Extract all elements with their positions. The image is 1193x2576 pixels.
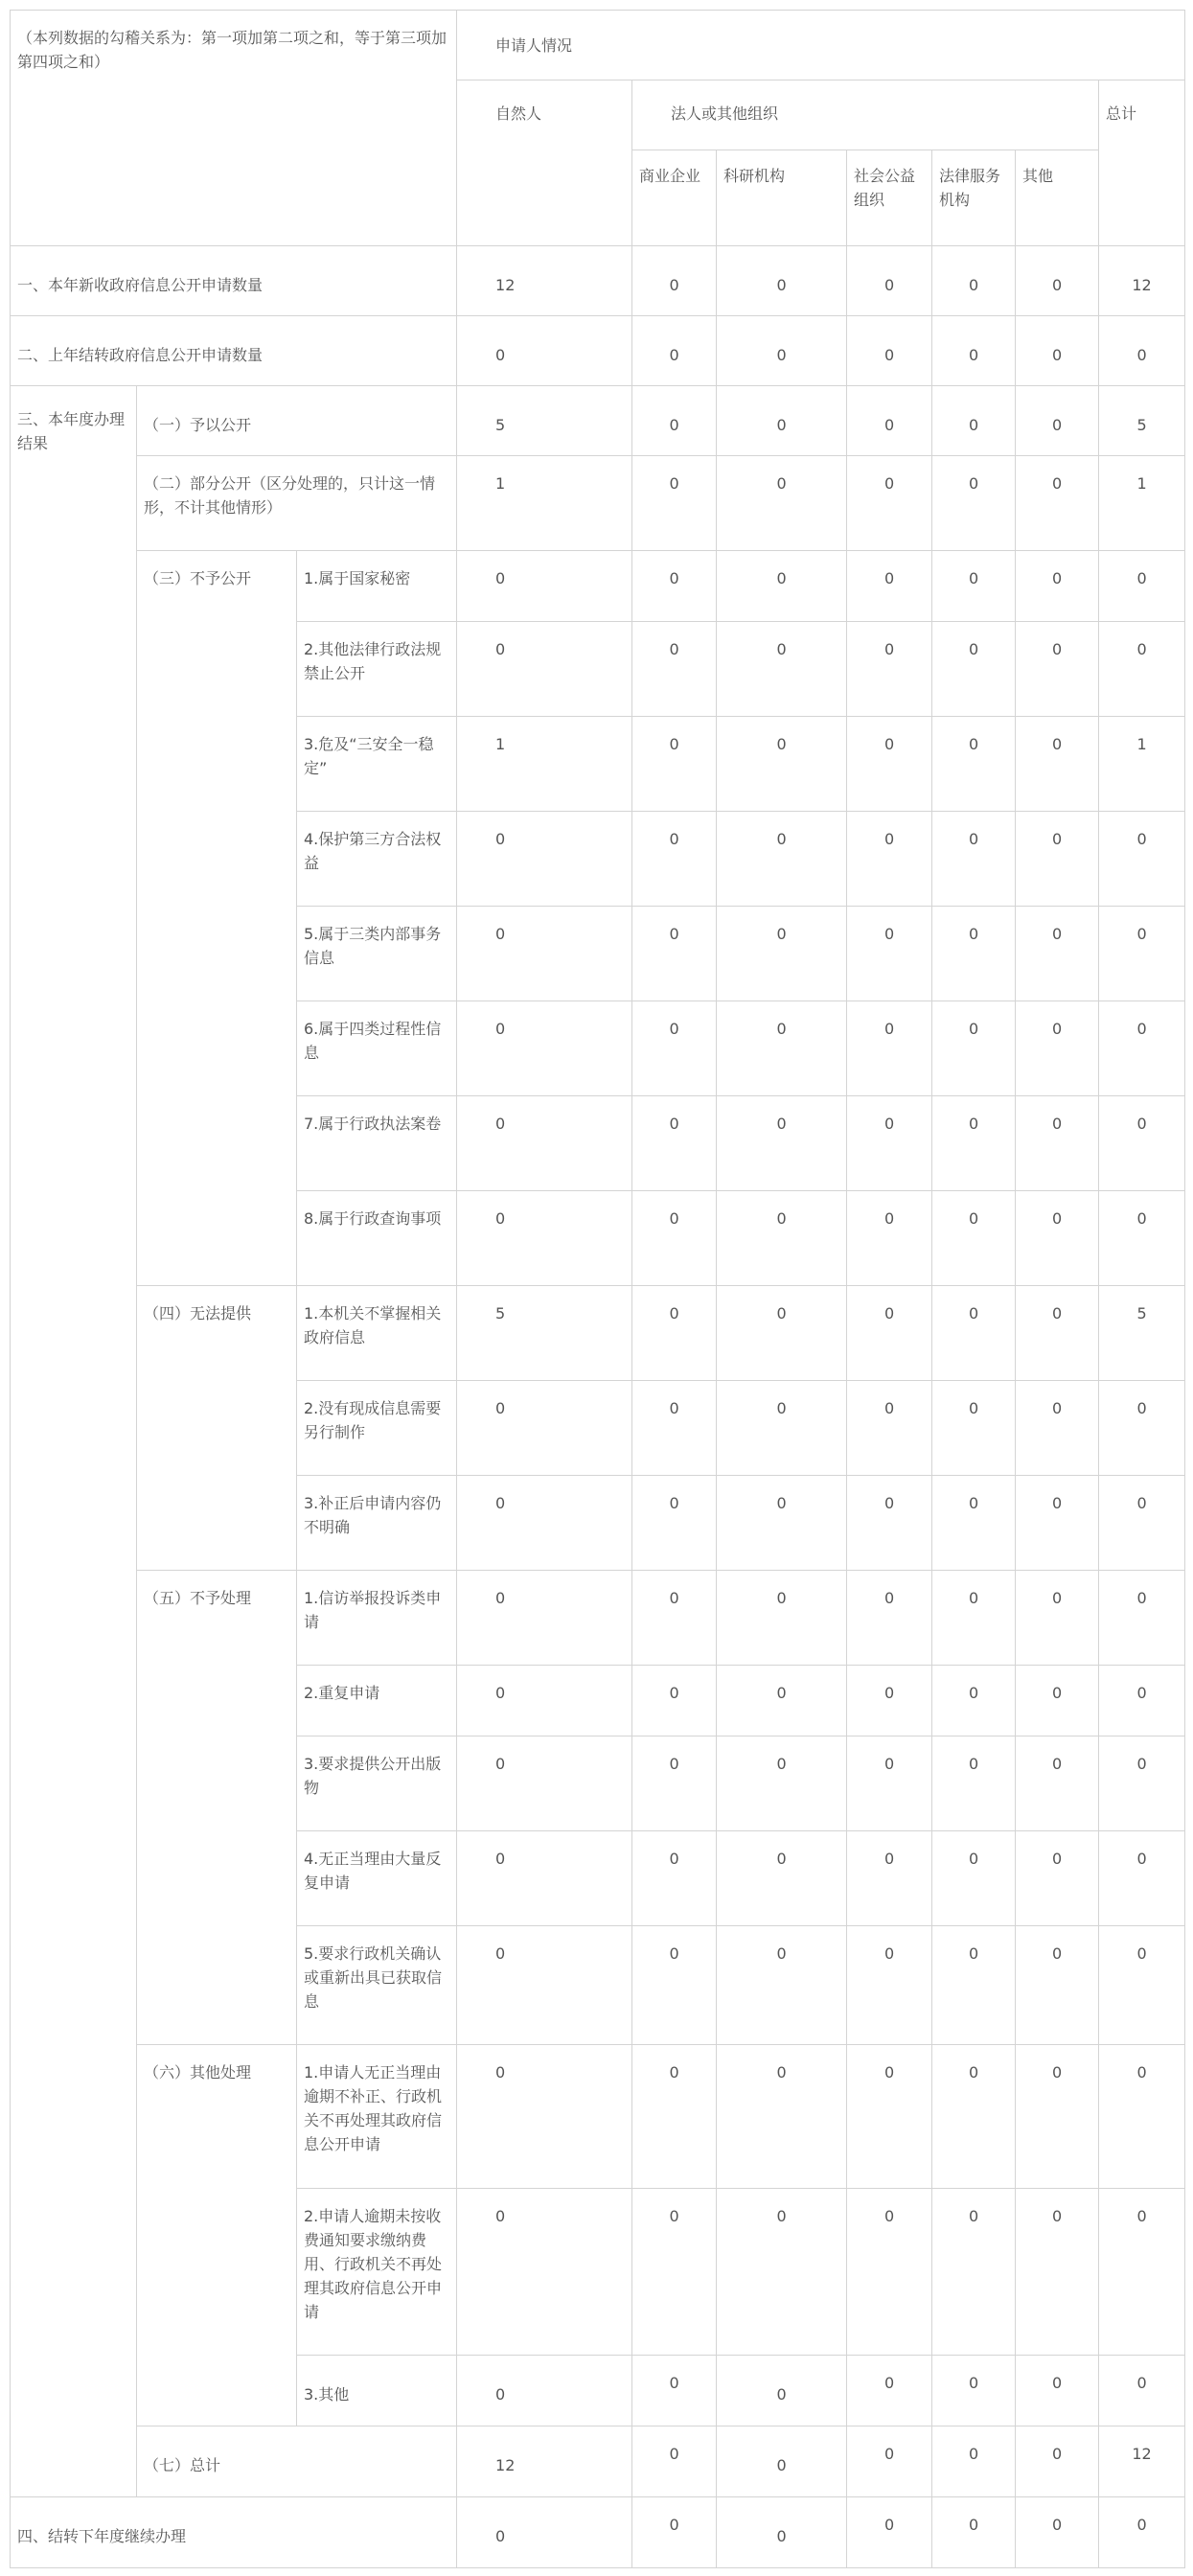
cell: 0: [847, 907, 932, 1001]
cell: 0: [847, 1096, 932, 1191]
cell: 0: [932, 2045, 1016, 2189]
cell: 0: [717, 1571, 847, 1666]
cell: 0: [847, 717, 932, 812]
row-label: 3.其他: [297, 2356, 457, 2426]
cell: 0: [932, 1926, 1016, 2045]
cell: 0: [1099, 1736, 1185, 1831]
cell: 0: [632, 1001, 717, 1096]
cell: 5: [1099, 1286, 1185, 1381]
cell: 0: [1099, 2045, 1185, 2189]
row-label: 四、结转下年度继续办理: [11, 2497, 457, 2568]
row-label: 2.重复申请: [297, 1666, 457, 1736]
cell: 0: [717, 1381, 847, 1476]
cell: 0: [1016, 1286, 1099, 1381]
cell: 0: [932, 1736, 1016, 1831]
row-label: 4.无正当理由大量反复申请: [297, 1831, 457, 1926]
cell: 0: [847, 1001, 932, 1096]
cell: 0: [717, 1001, 847, 1096]
cell: 0: [932, 907, 1016, 1001]
table-row: [11, 316, 1185, 386]
table-row: [11, 2426, 1185, 2497]
cell: 0: [457, 1381, 632, 1476]
cell: 0: [1016, 456, 1099, 551]
cell: 0: [457, 1736, 632, 1831]
cell: 0: [1016, 2045, 1099, 2189]
cell: 0: [457, 2497, 632, 2568]
cell: 0: [847, 316, 932, 386]
cell: 0: [717, 1926, 847, 2045]
cell: 1: [457, 717, 632, 812]
cell: 0: [847, 1381, 932, 1476]
cell: 0: [932, 246, 1016, 316]
cell: 0: [932, 2426, 1016, 2497]
cell: 0: [932, 812, 1016, 907]
group7-label: （七）总计: [137, 2426, 457, 2497]
table-row: [11, 1286, 1185, 1381]
cell: 0: [847, 1736, 932, 1831]
cell: 0: [1016, 2426, 1099, 2497]
cell: 0: [632, 551, 717, 622]
table-row: [11, 246, 1185, 316]
cell: 0: [932, 1831, 1016, 1926]
cell: 0: [457, 316, 632, 386]
group3-label: （三）不予公开: [137, 551, 297, 1286]
row-label: 3.危及“三安全一稳定”: [297, 717, 457, 812]
cell: 0: [1016, 1736, 1099, 1831]
cell: 0: [932, 456, 1016, 551]
row-label: 1.本机关不掌握相关政府信息: [297, 1286, 457, 1381]
cell: 12: [1099, 2426, 1185, 2497]
cell: 0: [717, 1831, 847, 1926]
cell: 0: [632, 907, 717, 1001]
cell: 0: [632, 1381, 717, 1476]
cell: 0: [1099, 1476, 1185, 1571]
cell: 0: [717, 1736, 847, 1831]
commercial-header: 商业企业: [632, 150, 717, 246]
cell: 0: [632, 1926, 717, 2045]
cell: 0: [932, 1666, 1016, 1736]
cell: 0: [457, 1666, 632, 1736]
cell: 0: [932, 1286, 1016, 1381]
cell: 0: [932, 1096, 1016, 1191]
cell: 0: [632, 2426, 717, 2497]
cell: 0: [457, 551, 632, 622]
cell: 0: [457, 1096, 632, 1191]
table-row: [11, 551, 1185, 622]
section3-label: 三、本年度办理结果: [11, 386, 137, 2497]
cell: 0: [1099, 1381, 1185, 1476]
cell: 0: [1016, 2189, 1099, 2356]
cell: 0: [1099, 2189, 1185, 2356]
cell: 0: [932, 1571, 1016, 1666]
cell: 0: [1016, 246, 1099, 316]
cell: 0: [457, 812, 632, 907]
cell: 0: [717, 907, 847, 1001]
cell: 0: [632, 1476, 717, 1571]
applicant-situation-header: 申请人情况: [457, 11, 1185, 80]
cell: 0: [632, 2497, 717, 2568]
cell: 0: [457, 622, 632, 717]
cell: 0: [632, 1666, 717, 1736]
cell: 5: [457, 386, 632, 456]
cell: 0: [632, 456, 717, 551]
legal-service-header: 法律服务机构: [932, 150, 1016, 246]
cell: 0: [847, 2497, 932, 2568]
cell: 0: [1099, 1831, 1185, 1926]
cell: 0: [1016, 812, 1099, 907]
cell: 0: [717, 2426, 847, 2497]
cell: 0: [1016, 1381, 1099, 1476]
cell: 0: [717, 1476, 847, 1571]
cell: 0: [457, 2045, 632, 2189]
cell: 0: [847, 2356, 932, 2426]
cell: 0: [1099, 2497, 1185, 2568]
cell: 0: [847, 1476, 932, 1571]
table-row: [11, 2497, 1185, 2568]
table-row: [11, 456, 1185, 551]
cell: 0: [1099, 316, 1185, 386]
cell: 0: [717, 812, 847, 907]
cell: 12: [457, 246, 632, 316]
cell: 0: [1016, 1571, 1099, 1666]
table-row: [11, 386, 1185, 456]
cell: 0: [1099, 812, 1185, 907]
cell: 0: [932, 1001, 1016, 1096]
cell: 0: [932, 316, 1016, 386]
cell: 0: [632, 812, 717, 907]
row-label: 4.保护第三方合法权益: [297, 812, 457, 907]
cell: 0: [1016, 1666, 1099, 1736]
cell: 0: [1016, 1001, 1099, 1096]
cell: 0: [632, 1831, 717, 1926]
cell: 0: [1016, 551, 1099, 622]
cell: 5: [1099, 386, 1185, 456]
cell: 0: [1016, 2497, 1099, 2568]
cell: 0: [1099, 1666, 1185, 1736]
cell: 0: [1016, 316, 1099, 386]
cell: 0: [632, 2045, 717, 2189]
row-label: 5.属于三类内部事务信息: [297, 907, 457, 1001]
cell: 1: [457, 456, 632, 551]
cell: 0: [717, 386, 847, 456]
cell: 0: [847, 2045, 932, 2189]
cell: 0: [847, 1191, 932, 1286]
cell: 0: [457, 1571, 632, 1666]
cell: 0: [717, 622, 847, 717]
cell: 0: [717, 2189, 847, 2356]
cell: 0: [932, 1191, 1016, 1286]
cell: 0: [932, 386, 1016, 456]
legal-person-group-header: 法人或其他组织: [632, 80, 1099, 150]
cell: 0: [847, 1666, 932, 1736]
cell: 0: [1099, 551, 1185, 622]
cell: 0: [847, 2189, 932, 2356]
table-row: [11, 1571, 1185, 1666]
natural-person-header: 自然人: [457, 80, 632, 246]
cell: 0: [847, 1831, 932, 1926]
row-label: 2.没有现成信息需要另行制作: [297, 1381, 457, 1476]
cell: 0: [457, 907, 632, 1001]
group5-label: （五）不予处理: [137, 1571, 297, 2045]
cell: 0: [1099, 1096, 1185, 1191]
cell: 0: [1099, 2356, 1185, 2426]
cell: 0: [632, 2356, 717, 2426]
cell: 0: [1099, 1926, 1185, 2045]
cell: 0: [457, 1476, 632, 1571]
cell: 0: [1099, 622, 1185, 717]
row-label: 2.申请人逾期未按收费通知要求缴纳费用、行政机关不再处理其政府信息公开申请: [297, 2189, 457, 2356]
cell: 0: [457, 1926, 632, 2045]
cell: 0: [632, 1191, 717, 1286]
cell: 0: [717, 1286, 847, 1381]
cell: 1: [1099, 717, 1185, 812]
cell: 1: [1099, 456, 1185, 551]
cell: 0: [717, 2356, 847, 2426]
row-label: 1.属于国家秘密: [297, 551, 457, 622]
row-label: 8.属于行政查询事项: [297, 1191, 457, 1286]
cell: 0: [1016, 1476, 1099, 1571]
cell: 0: [457, 1831, 632, 1926]
cell: 12: [457, 2426, 632, 2497]
cell: 0: [632, 246, 717, 316]
cell: 0: [847, 812, 932, 907]
group4-label: （四）无法提供: [137, 1286, 297, 1571]
cell: 0: [632, 2189, 717, 2356]
cell: 0: [717, 1666, 847, 1736]
cell: 0: [847, 2426, 932, 2497]
row-label: 6.属于四类过程性信息: [297, 1001, 457, 1096]
cell: 0: [932, 2189, 1016, 2356]
cell: 0: [932, 1381, 1016, 1476]
row-label: 7.属于行政执法案卷: [297, 1096, 457, 1191]
cell: 0: [717, 1096, 847, 1191]
research-header: 科研机构: [717, 150, 847, 246]
cell: 0: [1016, 1926, 1099, 2045]
cell: 0: [457, 1001, 632, 1096]
cell: 0: [717, 456, 847, 551]
cell: 0: [847, 1286, 932, 1381]
cell: 0: [932, 2356, 1016, 2426]
social-welfare-header: 社会公益组织: [847, 150, 932, 246]
row-label: 2.其他法律行政法规禁止公开: [297, 622, 457, 717]
cell: 0: [1016, 1191, 1099, 1286]
cell: 0: [932, 1476, 1016, 1571]
relationship-note: （本列数据的勾稽关系为：第一项加第二项之和，等于第三项加第四项之和）: [11, 11, 457, 246]
cell: 0: [847, 456, 932, 551]
cell: 0: [717, 717, 847, 812]
cell: 0: [1099, 1571, 1185, 1666]
cell: 0: [932, 551, 1016, 622]
row-label: 3.要求提供公开出版物: [297, 1736, 457, 1831]
cell: 0: [932, 622, 1016, 717]
cell: 0: [932, 717, 1016, 812]
cell: 0: [717, 2045, 847, 2189]
cell: 0: [632, 1571, 717, 1666]
cell: 0: [457, 2189, 632, 2356]
cell: 12: [1099, 246, 1185, 316]
cell: 0: [1016, 717, 1099, 812]
cell: 0: [717, 316, 847, 386]
cell: 0: [1016, 2356, 1099, 2426]
group2-label: （二）部分公开（区分处理的，只计这一情形，不计其他情形）: [137, 456, 457, 551]
cell: 0: [632, 1736, 717, 1831]
total-header: 总计: [1099, 80, 1185, 246]
group1-label: （一）予以公开: [137, 386, 457, 456]
cell: 0: [847, 1926, 932, 2045]
cell: 0: [847, 622, 932, 717]
cell: 0: [1099, 907, 1185, 1001]
cell: 5: [457, 1286, 632, 1381]
group6-label: （六）其他处理: [137, 2045, 297, 2426]
other-header: 其他: [1016, 150, 1099, 246]
cell: 0: [717, 551, 847, 622]
cell: 0: [717, 246, 847, 316]
cell: 0: [457, 2356, 632, 2426]
row-label: 一、本年新收政府信息公开申请数量: [11, 246, 457, 316]
cell: 0: [847, 386, 932, 456]
row-label: 1.申请人无正当理由逾期不补正、行政机关不再处理其政府信息公开申请: [297, 2045, 457, 2189]
disclosure-stats-table: [10, 10, 1185, 2568]
cell: 0: [632, 386, 717, 456]
cell: 0: [632, 717, 717, 812]
cell: 0: [632, 1286, 717, 1381]
cell: 0: [1099, 1001, 1185, 1096]
cell: 0: [1016, 1831, 1099, 1926]
row-label: 5.要求行政机关确认或重新出具已获取信息: [297, 1926, 457, 2045]
cell: 0: [632, 1096, 717, 1191]
cell: 0: [457, 1191, 632, 1286]
cell: 0: [1016, 386, 1099, 456]
row-label: 1.信访举报投诉类申请: [297, 1571, 457, 1666]
cell: 0: [1016, 622, 1099, 717]
cell: 0: [632, 622, 717, 717]
row-label: 二、上年结转政府信息公开申请数量: [11, 316, 457, 386]
cell: 0: [847, 246, 932, 316]
cell: 0: [1099, 1191, 1185, 1286]
cell: 0: [847, 551, 932, 622]
cell: 0: [932, 2497, 1016, 2568]
cell: 0: [847, 1571, 932, 1666]
cell: 0: [1016, 1096, 1099, 1191]
table-row: [11, 2045, 1185, 2189]
cell: 0: [632, 316, 717, 386]
row-label: 3.补正后申请内容仍不明确: [297, 1476, 457, 1571]
cell: 0: [717, 2497, 847, 2568]
cell: 0: [1016, 907, 1099, 1001]
cell: 0: [717, 1191, 847, 1286]
